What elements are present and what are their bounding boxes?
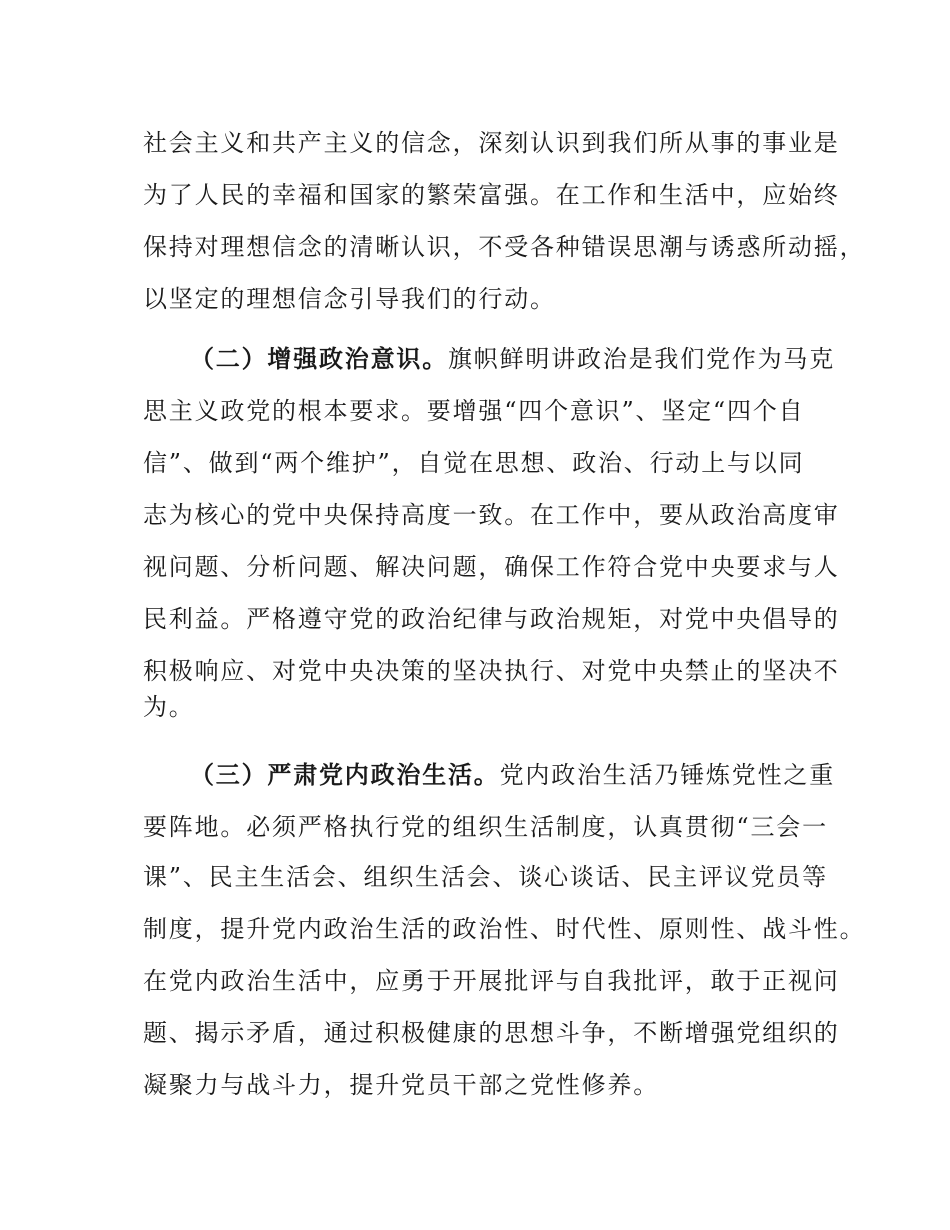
paragraph-3-first-line-text: 党内政治生活乃锤炼党性之重	[499, 761, 836, 789]
paragraph-2-line-4: 志为核心的党中央保持高度一致。在工作中，要从政治高度审	[143, 501, 840, 529]
paragraph-2-line-7: 积极响应、对党中央决策的坚决执行、对党中央禁止的坚决不	[143, 657, 840, 685]
paragraph-2-line-2: 思主义政党的根本要求。要增强“四个意识”、坚定“四个自	[143, 397, 805, 425]
paragraph-2-line-3: 信”、做到“两个维护”，自觉在思想、政治、行动上与以同	[143, 449, 805, 477]
paragraph-3-line-3: 课”、民主生活会、组织生活会、谈心谈话、民主评议党员等	[143, 863, 828, 891]
paragraph-2-first-line-text: 旗帜鲜明讲政治是我们党作为马克	[448, 345, 835, 373]
paragraph-1-line-1: 社会主义和共产主义的信念，深刻认识到我们所从事的事业是	[143, 129, 840, 157]
paragraph-2-line-1	[190, 344, 835, 374]
paragraph-3-line-4: 制度，提升党内政治生活的政治性、时代性、原则性、战斗性。	[143, 915, 866, 943]
paragraph-1-line-2: 为了人民的幸福和国家的繁荣富强。在工作和生活中，应始终	[143, 181, 840, 209]
paragraph-2-line-5: 视问题、分析问题、解决问题，确保工作符合党中央要求与人	[143, 553, 840, 581]
paragraph-3-line-6: 题、揭示矛盾，通过积极健康的思想斗争，不断增强党组织的	[143, 1019, 840, 1047]
paragraph-2-heading: （二）增强政治意识。	[190, 345, 448, 373]
paragraph-3-line-1	[190, 760, 835, 790]
paragraph-1-line-3: 保持对理想信念的清晰认识，不受各种错误思潮与诱惑所动摇，	[143, 233, 866, 261]
paragraph-3-line-5: 在党内政治生活中，应勇于开展批评与自我批评，敢于正视问	[143, 967, 840, 995]
paragraph-3-line-7: 凝聚力与战斗力，提升党员干部之党性修养。	[143, 1071, 659, 1099]
paragraph-2-line-8: 为。	[143, 693, 195, 721]
paragraph-2-line-6: 民利益。严格遵守党的政治纪律与政治规矩，对党中央倡导的	[143, 605, 840, 633]
paragraph-3-line-2: 要阵地。必须严格执行党的组织生活制度，认真贯彻“三会一	[143, 813, 828, 841]
paragraph-1-line-4: 以坚定的理想信念引导我们的行动。	[143, 285, 556, 313]
paragraph-3-heading: （三）严肃党内政治生活。	[190, 761, 500, 789]
